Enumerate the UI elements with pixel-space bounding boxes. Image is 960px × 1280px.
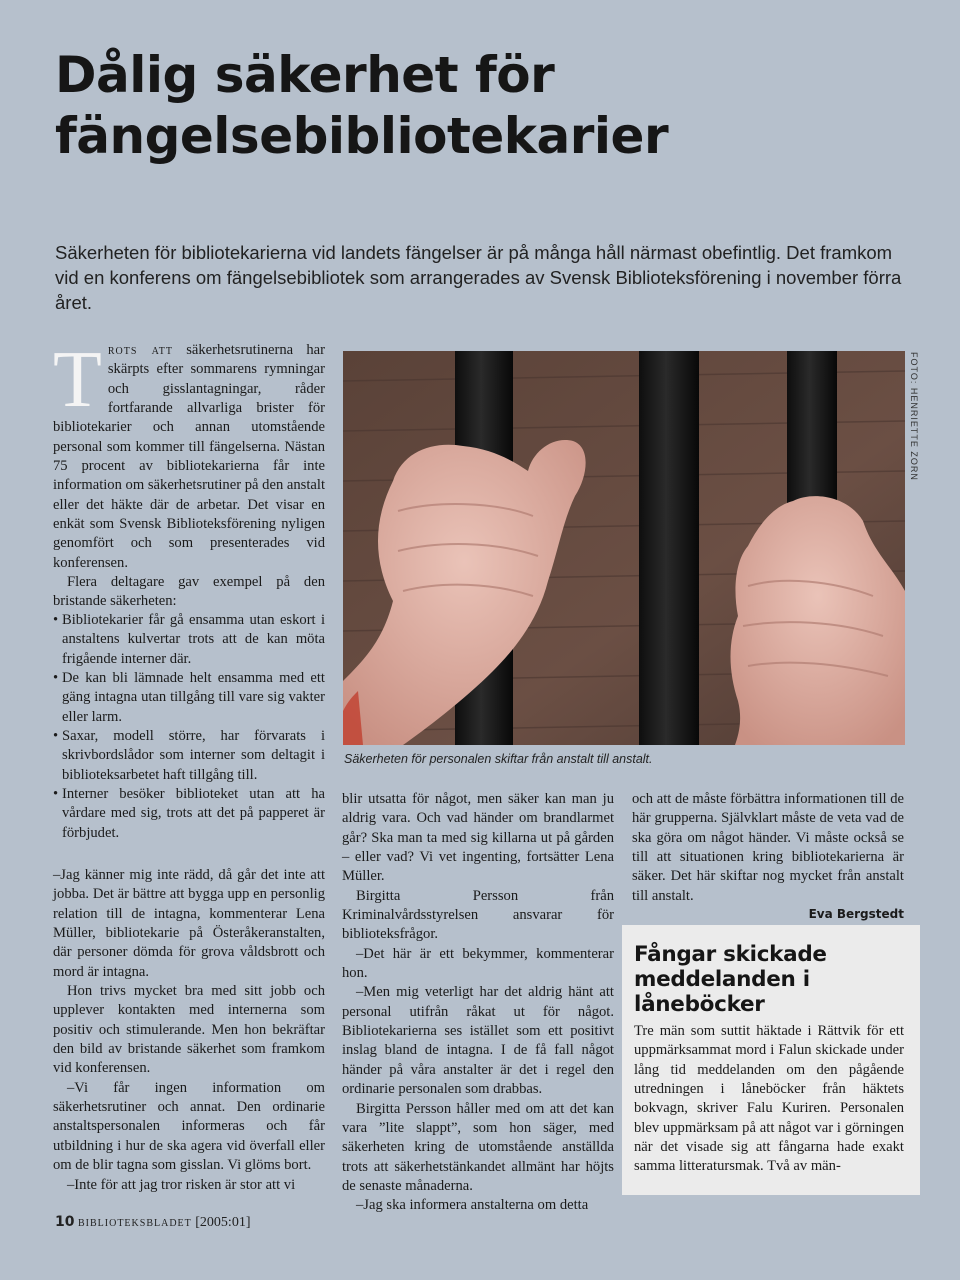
article-column-1-bottom: [53, 866, 325, 1195]
fact-box-title-line-1: Fångar skickade: [634, 942, 827, 967]
paragraph: Birgitta Persson håller med om att det kan vara ”lite slappt”, som hon säger, med säkerheten kring de utomstående anställda trots att säkerhetstänkandet allmänt har höjts de senaste månaderna.: [342, 1100, 614, 1194]
paragraph: blir utsatta för något, men säker kan man ju aldrig vara. Och vad händer om brandlarmet går? Ska man ta med sig killarna ut på gården – eller vad? Vi vet ingenting, fortsätter Lena Müller.: [342, 791, 614, 885]
bullet-item: • De kan bli lämnade helt ensamma med ett gäng intagna utan tillgång till vare sig vakter eller larm.: [53, 669, 325, 727]
drop-cap: T: [53, 336, 102, 424]
prison-bars-photo: [343, 351, 905, 745]
article-column-1-top: [53, 336, 326, 612]
issue-number: [2005:01]: [195, 1215, 251, 1230]
page-number: 10: [55, 1214, 75, 1230]
paragraph: –Inte för att jag tror risken är stor att vi: [67, 1176, 296, 1193]
bullet-item: • Interner besöker biblioteket utan att ha vårdare med sig, trots att det på papperet är förbjudet.: [53, 785, 325, 843]
paragraph: Hon trivs mycket bra med sitt jobb och upplever kontakten med internerna som positiv och stimulerande. Men hon bekräftar den bild av bristande säkerhet som framkom vid konferensen.: [53, 983, 325, 1077]
paragraph: Tre män som suttit häktade i Rättvik för ett uppmärksammat mord i Falun skickade under lång tid meddelanden om den pågående utredningen i låneböcker från häktets bokvagn, skriver Falu Kuriren. Personalen blev uppmärksam på att något var i görningen när det visade sig att fångarna hade exakt samma litteratursmak. Två av män-: [634, 1023, 904, 1175]
photo-caption: Säkerheten för personalen skiftar från anstalt till anstalt.: [344, 752, 653, 766]
bullet-item: • Bibliotekarier får gå ensamma utan eskort i anstaltens kulvertar trots att de kan möta frigående interner där.: [53, 611, 325, 669]
byline: Eva Bergstedt: [808, 907, 904, 921]
paragraph: –Jag ska informera anstalterna om detta: [356, 1197, 589, 1214]
bullet-list: [53, 611, 325, 843]
lead-small-caps: rots att: [107, 342, 173, 358]
photo-credit: FOTO: HENRIETTE ZORN: [909, 352, 919, 481]
fact-box-title-line-2: meddelanden i låneböcker: [634, 967, 810, 1017]
fact-box-title: [634, 942, 914, 1017]
paragraph-2: Flera deltagare gav exempel på den bristande säkerheten:: [53, 574, 325, 610]
article-column-3: [632, 790, 904, 906]
paragraph: –Det här är ett bekymmer, kommenterar hon.: [342, 945, 614, 982]
paragraph: –Men mig veterligt har det aldrig hänt att personal utifrån råkat ut för något. Bibliotekarierna ses istället som ett positivt inslag bland de intagna. I de få fall något händer på våra anstalter är det i regel den ordinarie personalen som drabbas.: [342, 984, 614, 1098]
photo-illustration: [343, 351, 905, 745]
headline-line-2: fängelsebibliotekarier: [55, 107, 669, 165]
paragraph: –Jag känner mig inte rädd, då går det inte att jobba. Det är bättre att bygga upp en personlig relation till de intagna, kommenterar Lena Müller, bibliotekarie på Österåkeranstalten, där personer dömda för grova våldsbrott och mord är intagna.: [53, 867, 325, 980]
paragraph-1: säkerhetsrutinerna har skärpts efter sommarens rymningar och gisslantagningar, råder fortfarande allvarliga brister för bibliotekarier och annan utomstående personal som kommer till fängelserna. Nästan 75 procent av bibliotekarierna får inte information om säkerhetsrutiner på den anstalt eller det häkte där de arbetar. Det visar en enkät som Svensk Biblioteksförening nyligen genomfört och som presenterades vid konferensen.: [53, 342, 326, 571]
paragraph: och att de måste förbättra informationen till de här grupperna. Självklart måste de veta vad de ska göra om något händer. Vi måste också se till att situationen kring bibliotekarierna är säker. Det här skiftar nog mycket från anstalt till anstalt.: [632, 791, 904, 904]
headline: [55, 45, 915, 167]
paragraph: –Vi får ingen information om säkerhetsrutiner och annat. Den ordinarie anstaltspersonalen informeras och får utbildning i hur de ska agera vid överfall eller om de blir tagna som gisslan. Vi glöms bort.: [53, 1079, 325, 1174]
ingress: Säkerheten för bibliotekarierna vid landets fängelser är på många håll närmast obefintlig. Det framkom vid en konferens om fängelsebibliotek som arrangerades av Svensk Biblioteksförening i november förra året.: [55, 242, 902, 313]
article-column-2: [342, 790, 614, 1216]
page-footer: [55, 1214, 355, 1231]
headline-line-1: Dålig säkerhet för: [55, 46, 555, 104]
magazine-name: biblioteksbladet: [77, 1215, 192, 1230]
bullet-item: • Saxar, modell större, har förvarats i skrivbordslådor som interner som deltagit i biblioteksarbetet haft tillgång till.: [53, 727, 325, 785]
fact-box-text: [634, 1022, 904, 1177]
paragraph: Birgitta Persson från Kriminalvårdsstyrelsen ansvarar för biblioteksfrågor.: [342, 887, 614, 943]
